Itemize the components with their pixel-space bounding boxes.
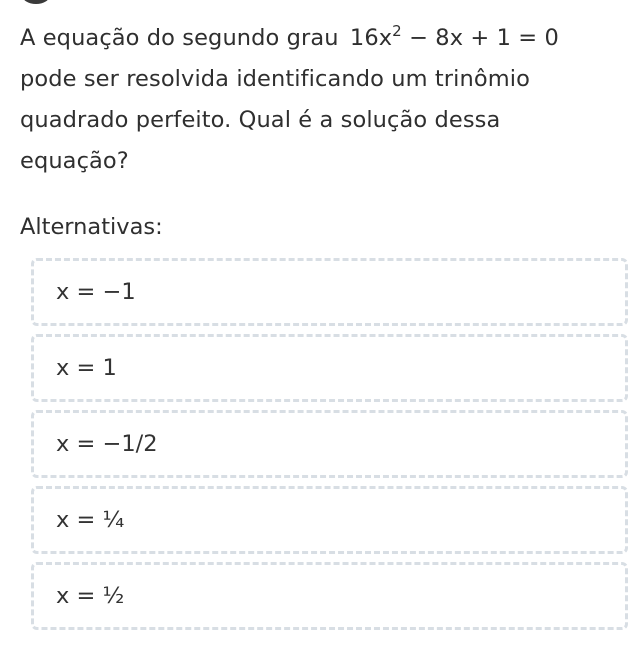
option-d[interactable] [31, 486, 628, 554]
alternatives-heading: Alternativas: [20, 214, 163, 240]
avatar [22, 0, 50, 4]
question-equation: $16x^2 - 8x + 1 = 0$ [349, 22, 559, 51]
question-text [20, 18, 616, 182]
option-label: x = −1 [56, 279, 136, 305]
option-label: x = 1 [56, 355, 117, 381]
equation-exponent: 2 [392, 22, 402, 40]
option-a[interactable] [31, 258, 628, 326]
option-b[interactable] [31, 334, 628, 402]
option-label: x = −1/2 [56, 431, 158, 457]
option-c[interactable] [31, 410, 628, 478]
question-body: pode ser resolvida identificando um trinômio quadrado perfeito. Qual é a solução dessa equação? [20, 66, 530, 174]
option-label: x = ½ [56, 583, 125, 609]
question-intro: A equação do segundo grau [20, 25, 339, 51]
option-e[interactable] [31, 562, 628, 630]
alternatives-list [31, 258, 628, 638]
option-label: x = ¼ [56, 507, 125, 533]
